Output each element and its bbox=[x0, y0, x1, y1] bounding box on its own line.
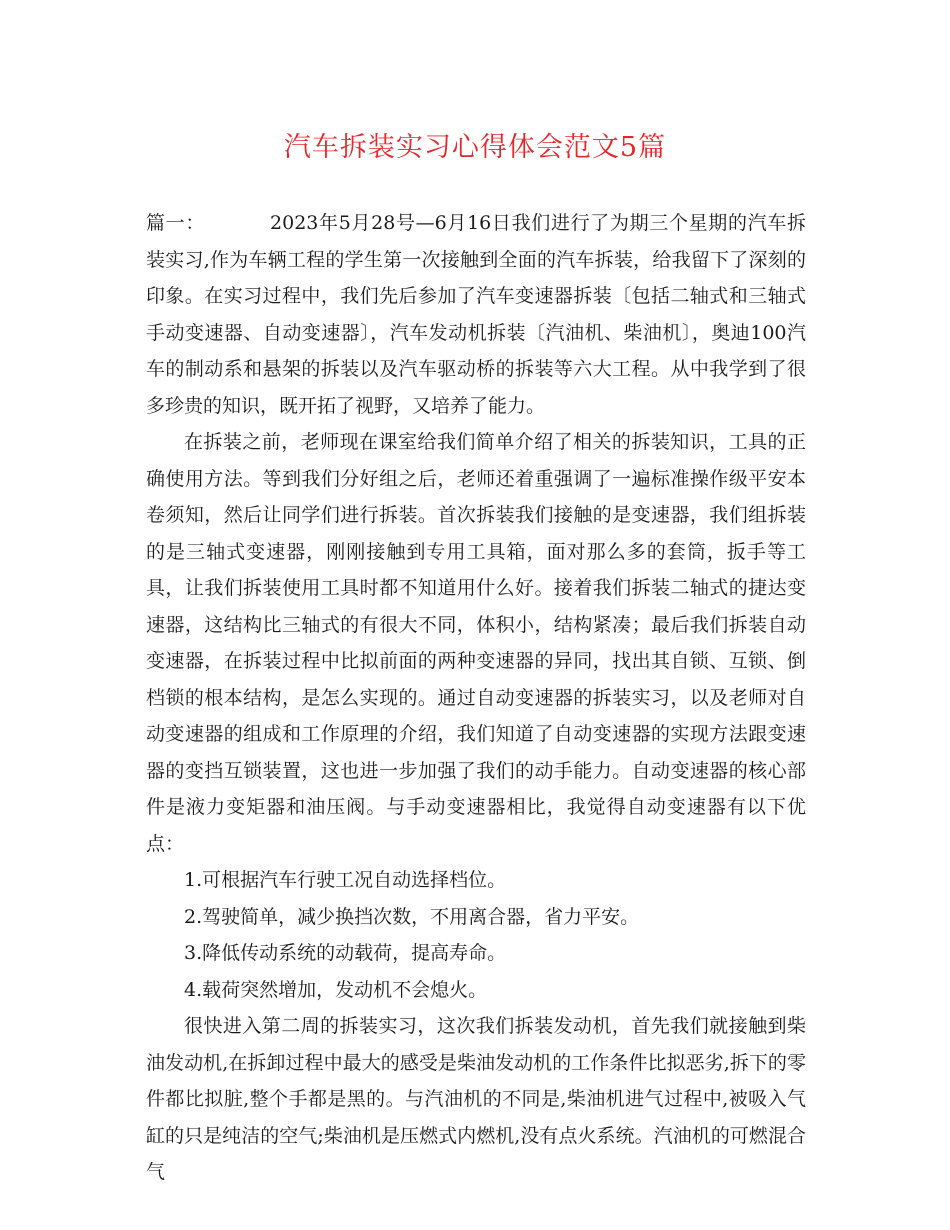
list-item-3: 3.降低传动系统的动载荷，提高寿命。 bbox=[184, 942, 507, 964]
paragraph-1-text: 2023年5月28号—6月16日我们进行了为期三个星期的汽车拆装实习,作为车辆工程的学生第一次接触到全面的汽车拆装，给我留下了深刻的印象。在实习过程中，我们先后参加了汽车变速器拆装〔包括二轴式和三轴式手动变速器、自动变速器〕，汽车发动机拆装〔汽油机、柴油机〕，奥迪100汽车的制动系和悬架的拆装以及汽车驱动桥的拆装等六大工程。从中我学到了很多珍贵的知识，既开拓了视野，又培养了能力。 bbox=[146, 212, 806, 417]
article-label: 篇一： bbox=[146, 212, 206, 234]
paragraph-2: 在拆装之前，老师现在课室给我们简单介绍了相关的拆装知识，工具的正确使用方法。等到我们分好组之后，老师还着重强调了一遍标准操作级平安本卷须知，然后让同学们进行拆装。首次拆装我们接触的是变速器，我们组拆装的是三轴式变速器，刚刚接触到专用工具箱，面对那么多的套筒，扳手等工具，让我们拆装使用工具时都不知道用什么好。接着我们拆装二轴式的捷达变速器，这结构比三轴式的有很大不同，体积小，结构紧凑；最后我们拆装自动变速器，在拆装过程中比拟前面的两种变速器的异同，找出其自锁、互锁、倒档锁的根本结构，是怎么实现的。通过自动变速器的拆装实习，以及老师对自动变速器的组成和工作原理的介绍，我们知道了自动变速器的实现方法跟变速器的变挡互锁装置，这也进一步加强了我们的动手能力。自动变速器的核心部件是液力变矩器和油压阀。与手动变速器相比，我觉得自动变速器有以下优点： bbox=[146, 431, 806, 855]
document-title: 汽车拆装实习心得体会范文5篇 bbox=[283, 132, 667, 163]
list-item-2: 2.驾驶简单，减少换挡次数，不用离合器，省力平安。 bbox=[184, 905, 640, 928]
document-body bbox=[146, 205, 806, 1191]
paragraph-1 bbox=[146, 205, 806, 424]
list-item-4: 4.载荷突然增加，发动机不会熄火。 bbox=[184, 978, 488, 1001]
list-item-1: 1.可根据汽车行驶工况自动选择档位。 bbox=[184, 869, 507, 891]
paragraph-3: 很快进入第二周的拆装实习，这次我们拆装发动机，首先我们就接触到柴油发动机,在拆卸过程中最大的感受是柴油发动机的工作条件比拟恶劣,拆下的零件都比拟脏,整个手都是黑的。与汽油机的不同是,柴油机进气过程中,被吸入气缸的只是纯洁的空气;柴油机是压燃式内燃机,没有点火系统。汽油机的可燃混合气 bbox=[146, 1015, 806, 1183]
